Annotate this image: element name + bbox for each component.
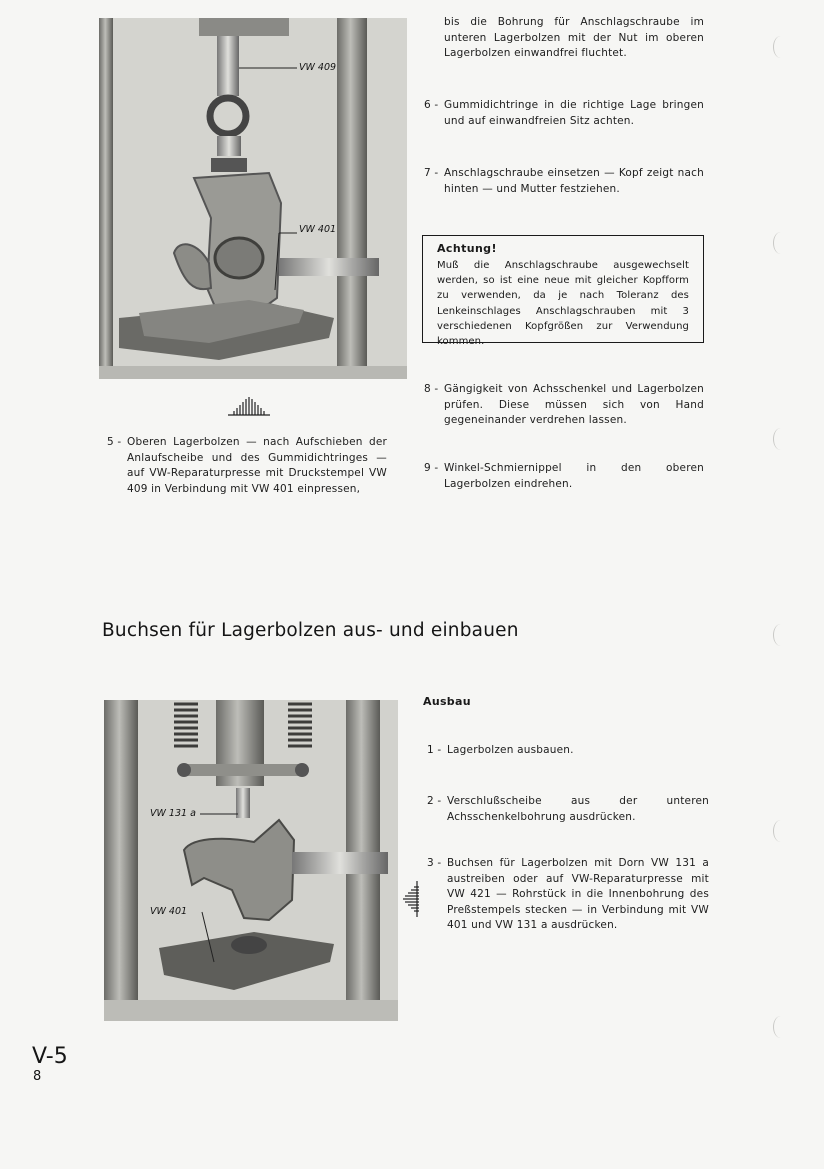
step-number: 9 - <box>424 462 439 474</box>
binder-hole <box>773 820 788 842</box>
callout-vw409: VW 409 <box>299 62 337 73</box>
step-text: Lagerbolzen ausbauen. <box>447 744 574 756</box>
step-number: 6 - <box>424 99 439 111</box>
press-photo-bottom <box>104 700 398 1021</box>
step-5 <box>107 435 387 497</box>
step-number: 8 - <box>424 383 439 395</box>
callout-vw401-bottom: VW 401 <box>150 906 188 917</box>
step-7 <box>424 166 704 197</box>
binder-hole <box>773 624 788 646</box>
binder-hole <box>773 36 788 58</box>
step-text: Winkel-Schmiernippel in den oberen Lagerbolzen eindrehen. <box>444 462 704 490</box>
step-text: Buchsen für Lagerbolzen mit Dorn VW 131 a austreiben oder auf VW-Reparaturpresse mit VW 421 — Rohrstück in die Innenbohrung des Preßstempels stecken — in Verbindung mit VW 401 und VW 131 a ausdrücken. <box>447 857 709 931</box>
ausbau-step-2 <box>427 794 709 825</box>
note-title: Achtung! <box>437 242 497 255</box>
section-reference: V-5 <box>32 1044 68 1069</box>
press-illustration-bottom <box>104 700 398 1021</box>
section-heading: Buchsen für Lagerbolzen aus- und einbauen <box>102 620 519 641</box>
step-continuation <box>424 15 704 62</box>
step-text: Anschlagschraube einsetzen — Kopf zeigt nach hinten — und Mutter festziehen. <box>444 167 704 195</box>
binder-hole <box>773 1016 788 1038</box>
arrow-left-marker <box>402 872 420 926</box>
step-number: 7 - <box>424 167 439 179</box>
page-number: 8 <box>33 1069 42 1084</box>
ausbau-step-3 <box>427 856 709 934</box>
step-8 <box>424 382 704 429</box>
step-text: bis die Bohrung für Anschlagschraube im unteren Lagerbolzen mit der Nut im oberen Lagerbolzen einwandfrei fluchtet. <box>444 16 704 59</box>
press-illustration-top <box>99 18 407 379</box>
step-text: Oberen Lagerbolzen — nach Aufschieben der Anlaufscheibe und des Gummidichtringes — auf VW-Reparaturpresse mit Druckstempel VW 409 in Verbindung mit VW 401 einpressen, <box>127 436 387 495</box>
note-body: Muß die Anschlagschraube ausgewechselt werden, so ist eine neue mit gleicher Kopfform zu verwenden, da je nach Toleranz des Lenkeinschlages Anschlagschrauben mit 3 verschiedenen Kopfgrößen zur Verwendung kommen. <box>437 260 689 348</box>
step-number: 5 - <box>107 436 122 448</box>
ausbau-step-1 <box>427 743 709 759</box>
callout-vw131a: VW 131 a <box>150 808 196 819</box>
warning-note-box <box>422 235 704 348</box>
binder-hole <box>773 428 788 450</box>
arrow-up-marker <box>222 396 276 416</box>
callout-vw401: VW 401 <box>299 224 337 235</box>
press-photo-top <box>99 18 407 379</box>
step-number: 2 - <box>427 795 442 807</box>
step-number: 1 - <box>427 744 442 756</box>
step-text: Gummidichtringe in die richtige Lage bringen und auf einwandfreien Sitz achten. <box>444 99 704 127</box>
step-text: Gängigkeit von Achsschenkel und Lagerbolzen prüfen. Diese müssen sich von Hand gegeneinander verdrehen lassen. <box>444 383 704 426</box>
step-9 <box>424 461 704 492</box>
step-number: 3 - <box>427 857 442 869</box>
binder-hole <box>773 232 788 254</box>
ausbau-heading: Ausbau <box>423 695 471 708</box>
step-6 <box>424 98 704 129</box>
step-text: Verschlußscheibe aus der unteren Achsschenkelbohrung ausdrücken. <box>447 795 709 823</box>
